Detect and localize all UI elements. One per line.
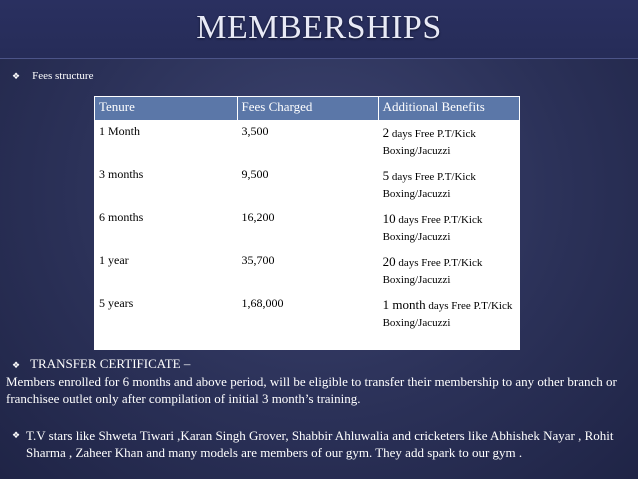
benefit-cell <box>378 164 519 207</box>
benefit-cell <box>378 121 519 164</box>
diamond-bullet-icon: ❖ <box>12 71 21 81</box>
fee-cell: 9,500 <box>237 164 378 207</box>
fee-cell: 16,200 <box>237 207 378 250</box>
diamond-bullet-icon: ❖ <box>12 430 21 440</box>
fees-structure-label: Fees structure <box>32 70 94 82</box>
fee-cell: 3,500 <box>237 121 378 164</box>
transfer-certificate-heading: TRANSFER CERTIFICATE – <box>30 356 191 371</box>
tenure-cell: 6 months <box>95 207 238 250</box>
table-row <box>95 207 520 250</box>
fee-cell: 1,68,000 <box>237 293 378 350</box>
slide-title: MEMBERSHIPS <box>196 9 442 46</box>
transfer-certificate-bullet <box>12 356 190 372</box>
diamond-bullet-icon: ❖ <box>12 360 21 370</box>
benefit-cell <box>378 207 519 250</box>
tenure-cell: 1 Month <box>95 121 238 164</box>
header-tenure: Tenure <box>95 97 238 121</box>
benefit-rest: days Free P.T/Kick Boxing/Jacuzzi <box>382 128 476 157</box>
transfer-certificate-text: Members enrolled for 6 months and above period, will be eligible to transfer their membership to any other branch or franchisee outlet only after compilation of initial 3 month’s training. <box>6 374 617 406</box>
tenure-cell: 3 months <box>95 164 238 207</box>
table-row <box>95 121 520 164</box>
benefit-lead: 10 <box>382 211 396 226</box>
fee-cell: 35,700 <box>237 250 378 293</box>
benefit-lead: 2 <box>382 125 390 140</box>
fees-structure-bullet <box>12 70 93 82</box>
benefit-cell <box>378 250 519 293</box>
benefit-rest: days Free P.T/Kick Boxing/Jacuzzi <box>382 257 483 286</box>
benefit-rest: days Free P.T/Kick Boxing/Jacuzzi <box>382 214 483 243</box>
benefit-rest: days Free P.T/Kick Boxing/Jacuzzi <box>382 171 476 200</box>
header-fees-charged: Fees Charged <box>237 97 378 121</box>
title-bar <box>0 0 638 59</box>
table-header-row <box>95 97 520 121</box>
table-row <box>95 164 520 207</box>
fees-table <box>94 96 520 350</box>
table-row <box>95 250 520 293</box>
celebrity-members-bullet <box>12 427 632 461</box>
benefit-lead: 5 <box>382 168 390 183</box>
benefit-lead: 20 <box>382 254 396 269</box>
table-row <box>95 293 520 350</box>
tenure-cell: 1 year <box>95 250 238 293</box>
benefit-cell <box>378 293 519 350</box>
celebrity-members-text: T.V stars like Shweta Tiwari ,Karan Singh Grover, Shabbir Ahluwalia and cricketers like Abhishek Nayar , Rohit Sharma , Zaheer Khan and many models are members of our gym. They add spark to our gym . <box>26 428 614 460</box>
header-additional-benefits: Additional Benefits <box>378 97 519 121</box>
benefit-lead: 1 month <box>382 297 426 312</box>
benefit-rest: days Free P.T/Kick Boxing/Jacuzzi <box>382 300 513 329</box>
tenure-cell: 5 years <box>95 293 238 350</box>
